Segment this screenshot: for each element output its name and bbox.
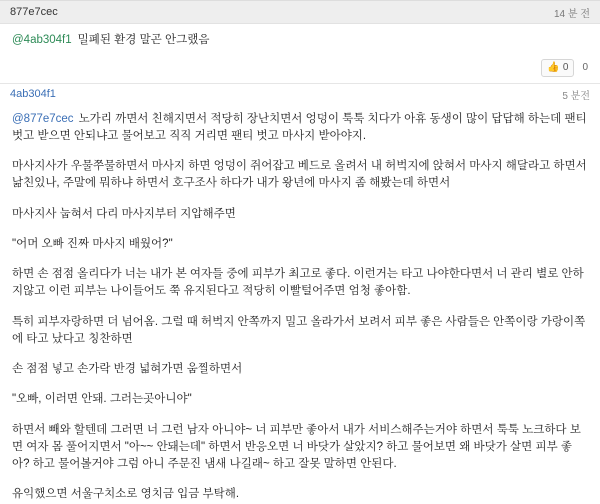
post-paragraph: 유익했으면 서울구치소로 영치금 입금 부탁해. bbox=[12, 488, 240, 501]
post-paragraph-text: 노가리 까면서 친해지면서 적당히 장난치면서 엉덩이 툭툭 치다가 아휴 동생이 많이 답답해 하는데 팬티 벗고 받으면 안되냐고 물어보고 직직 거리면 팬티 벗고 마사지 받아야지. bbox=[12, 112, 587, 142]
post-paragraph: "오빠, 이러면 안돼. 그러는곳아니야" bbox=[12, 393, 192, 406]
comment-text: 밀폐된 환경 말곤 안그랬음 bbox=[77, 34, 210, 46]
like-count: 0 bbox=[562, 61, 569, 73]
comment-header bbox=[0, 0, 600, 24]
reply-count: 0 bbox=[582, 62, 588, 74]
post-author[interactable]: 4ab304f1 bbox=[10, 88, 56, 101]
comment-body bbox=[0, 24, 600, 59]
comment-author: 877e7cec bbox=[10, 6, 58, 18]
comment-actions bbox=[0, 59, 600, 83]
post-paragraph: "어머 오빠 진짜 마사지 배웠어?" bbox=[12, 237, 173, 250]
post-paragraph: 하면서 빼와 할텐데 그러면 너 그런 남자 아니야~ 너 피부만 좋아서 내가 서비스해주는거야 하면서 툭툭 노크하다 보면 여자 몸 풀어지면서 "아~~ 안돼는데" 하면서 반응오면 너 바닷가 살았지? 하고 물어보면 왜 바닷가 살면 피부 좋아? 하고 물어볼거야 그럼 아니 주문진 냄새 나길래~ 하고 잘못 말하면 안된다. bbox=[12, 423, 581, 471]
post-paragraph: 손 점점 넣고 손가락 반경 넓혀가면 움찔하면서 bbox=[12, 363, 243, 376]
post-paragraph: 하면 손 점점 올리다가 너는 내가 본 여자들 중에 피부가 최고로 좋다. 이런거는 타고 나야한다면서 너 관리 별로 안하지않고 이런 피부는 나이들어도 쭉 유지된다고 적당히 이빨털어주면 엄청 좋아함. bbox=[12, 268, 584, 298]
post-mention-link[interactable]: @877e7cec bbox=[12, 112, 74, 125]
post-paragraph bbox=[12, 111, 588, 146]
post-body bbox=[0, 105, 600, 504]
comment-timestamp: 14 분 전 bbox=[554, 8, 590, 20]
post-paragraph: 마사지사 눕혀서 다리 마사지부터 지압해주면 bbox=[12, 207, 236, 220]
thumbs-up-icon: 👍 bbox=[547, 61, 560, 73]
post-paragraph: 특히 피부자랑하면 더 넘어옴. 그럴 때 허벅지 안쪽까지 밀고 올라가서 보려서 피부 좋은 사람들은 안쪽이랑 가랑이쪽에 타고 났다고 칭찬하면 bbox=[12, 315, 586, 345]
post-paragraph: 마사지사가 우물쭈물하면서 마사지 하면 엉덩이 쥐어잡고 베드로 올려서 내 허벅지에 앉혀서 마사지 해달라고 하면서 낢친있나, 주말에 뭐하냐 하면서 호구조사 하다가 내가 왕년에 마사지 좀 해봤는데 하면서 bbox=[12, 160, 587, 190]
post-timestamp: 5 분전 bbox=[562, 90, 590, 102]
comment-mention-link[interactable]: @4ab304f1 bbox=[12, 34, 72, 46]
thumbs-up-button[interactable] bbox=[541, 59, 574, 77]
post-header bbox=[0, 83, 600, 105]
